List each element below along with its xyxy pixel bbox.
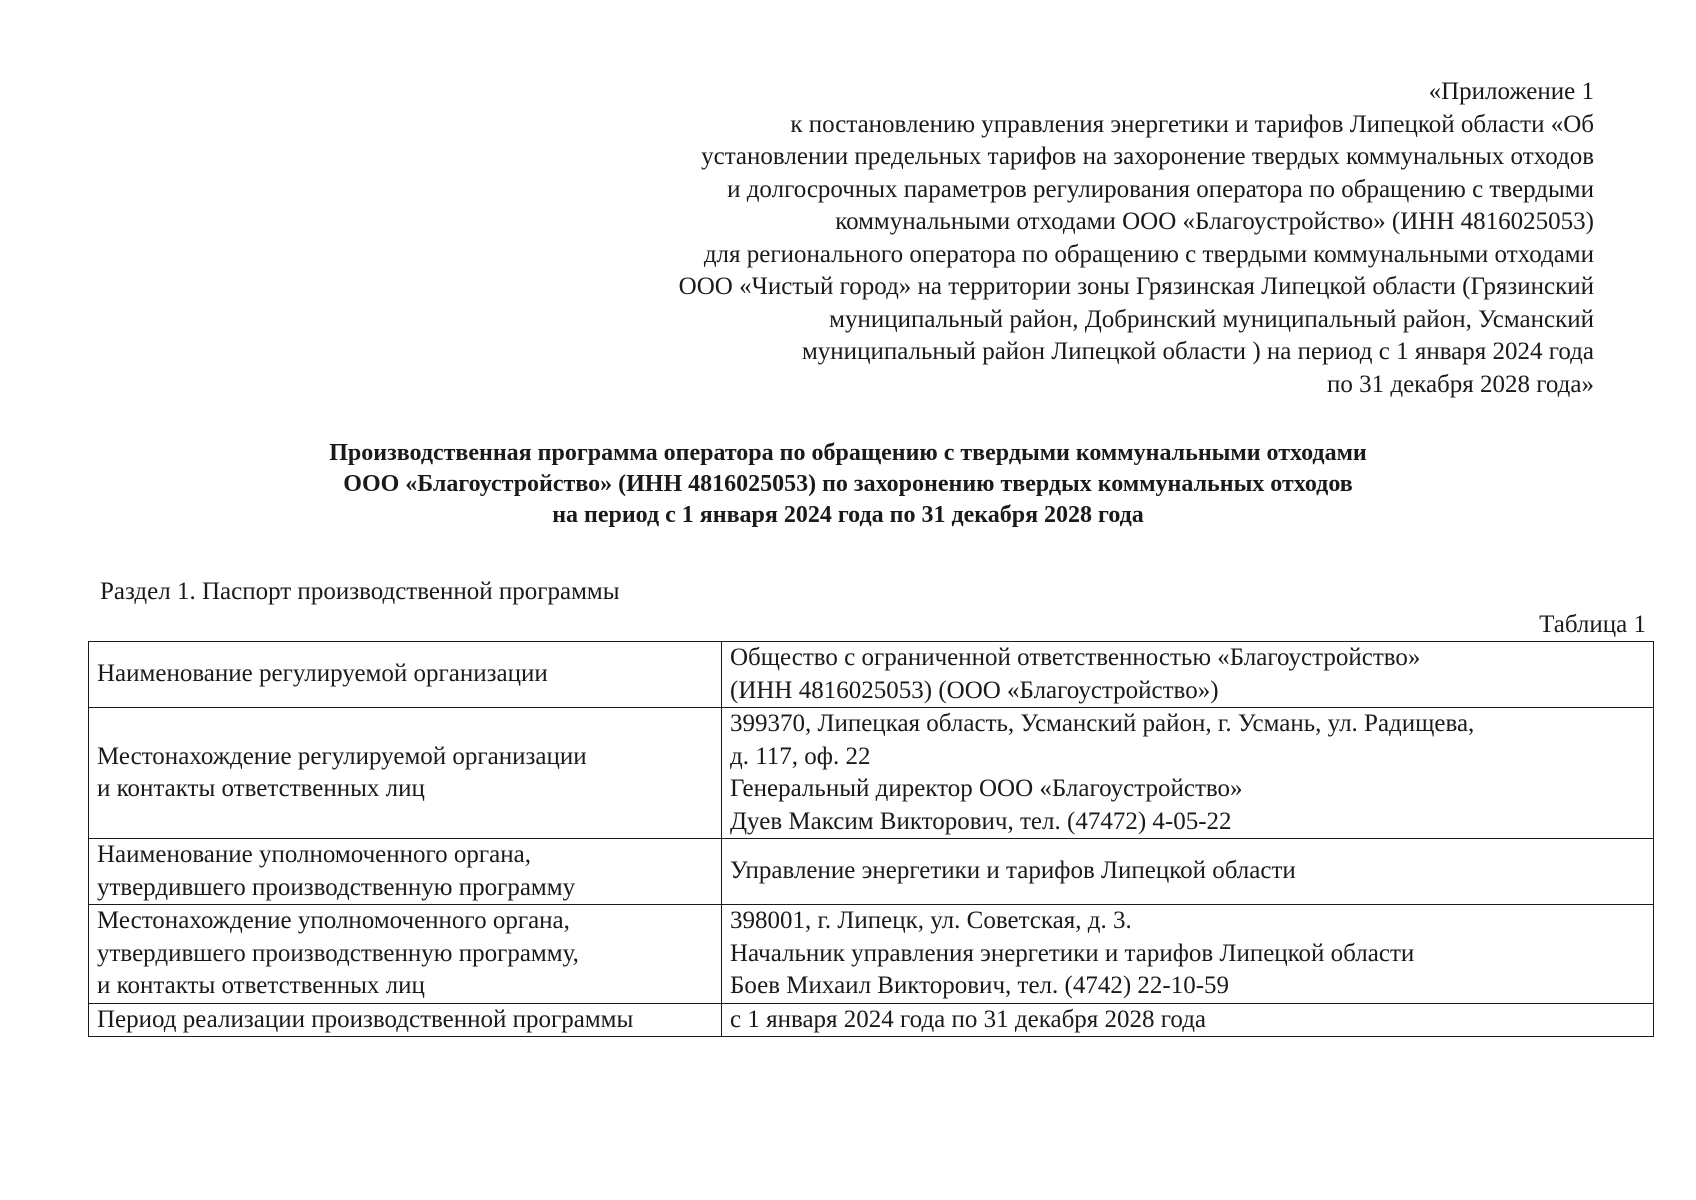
row-label-line: Местонахождение уполномоченного органа, (97, 907, 570, 934)
row-label-line: Период реализации производственной программы (97, 1005, 634, 1033)
table-caption: Таблица 1 (1539, 611, 1646, 638)
appendix-line: к постановлению управления энергетики и тарифов Липецкой области «Об (790, 110, 1594, 138)
appendix-line: и долгосрочных параметров регулирования оператора по обращению с твердыми (727, 175, 1594, 203)
row-value-cell (722, 1003, 1654, 1037)
row-value-line: д. 117, оф. 22 (730, 742, 871, 770)
section-heading: Раздел 1. Паспорт производственной программы (100, 578, 620, 605)
row-value-cell (722, 839, 1654, 905)
row-value-line: (ИНН 4816025053) (ООО «Благоустройство») (730, 676, 1219, 704)
table-row (89, 1003, 1654, 1037)
appendix-line: муниципальный район, Добринский муниципальный район, Усманский (829, 305, 1594, 333)
row-label-cell (89, 839, 722, 905)
row-label-line: и контакты ответственных лиц (97, 972, 425, 999)
row-label-line: Местонахождение регулируемой организации (97, 742, 587, 770)
row-value-line: 398001, г. Липецк, ул. Советская, д. 3. (730, 907, 1132, 934)
row-label-cell (89, 708, 722, 839)
row-value-cell (722, 642, 1654, 708)
appendix-header (474, 76, 1594, 401)
row-label-line: и контакты ответственных лиц (97, 775, 425, 802)
row-label-line: Наименование регулируемой организации (97, 660, 548, 688)
row-value-cell (722, 708, 1654, 839)
appendix-line: ООО «Чистый город» на территории зоны Грязинская Липецкой области (Грязинский (678, 273, 1594, 300)
row-value-cell (722, 905, 1654, 1004)
passport-table (88, 641, 1654, 1037)
row-value-line: 399370, Липецкая область, Усманский район, г. Усмань, ул. Радищева, (730, 710, 1475, 737)
row-label-line: Наименование уполномоченного органа, (97, 841, 531, 868)
row-value-line: Общество с ограниченной ответственностью «Благоустройство» (730, 644, 1421, 671)
title-line: на период с 1 января 2024 года по 31 декабря 2028 года (552, 502, 1144, 528)
row-label-cell (89, 905, 722, 1004)
row-value-line: Начальник управления энергетики и тарифов Липецкой области (730, 939, 1415, 967)
table-row (89, 905, 1654, 1004)
title-line: Производственная программа оператора по обращению с твердыми коммунальными отходами (329, 440, 1367, 466)
table-row (89, 642, 1654, 708)
row-value-line: Дуев Максим Викторович, тел. (47472) 4-05-22 (730, 807, 1232, 835)
appendix-line: по 31 декабря 2028 года» (1326, 370, 1594, 398)
appendix-line: коммунальными отходами ООО «Благоустройство» (ИНН 4816025053) (835, 208, 1594, 235)
row-label-line: утвердившего производственную программу (97, 873, 576, 901)
table-row (89, 708, 1654, 839)
row-label-cell (89, 1003, 722, 1037)
row-label-cell (89, 642, 722, 708)
row-value-line: Генеральный директор ООО «Благоустройство» (730, 775, 1243, 802)
appendix-line: установлении предельных тарифов на захоронение твердых коммунальных отходов (701, 143, 1594, 170)
row-value-line: Управление энергетики и тарифов Липецкой области (730, 857, 1296, 885)
row-value-line: Боев Михаил Викторович, тел. (4742) 22-10-59 (730, 972, 1230, 999)
appendix-line: муниципальный район Липецкой области ) на период с 1 января 2024 года (801, 338, 1594, 365)
row-value-line: с 1 января 2024 года по 31 декабря 2028 года (730, 1005, 1207, 1033)
appendix-line: для регионального оператора по обращению с твердыми коммунальными отходами (703, 240, 1594, 268)
table-row (89, 839, 1654, 905)
row-label-line: утвердившего производственную программу, (97, 939, 579, 967)
appendix-line: «Приложение 1 (1428, 78, 1594, 105)
document-title (0, 438, 1696, 531)
title-line: ООО «Благоустройство» (ИНН 4816025053) по захоронению твердых коммунальных отходов (343, 471, 1353, 497)
